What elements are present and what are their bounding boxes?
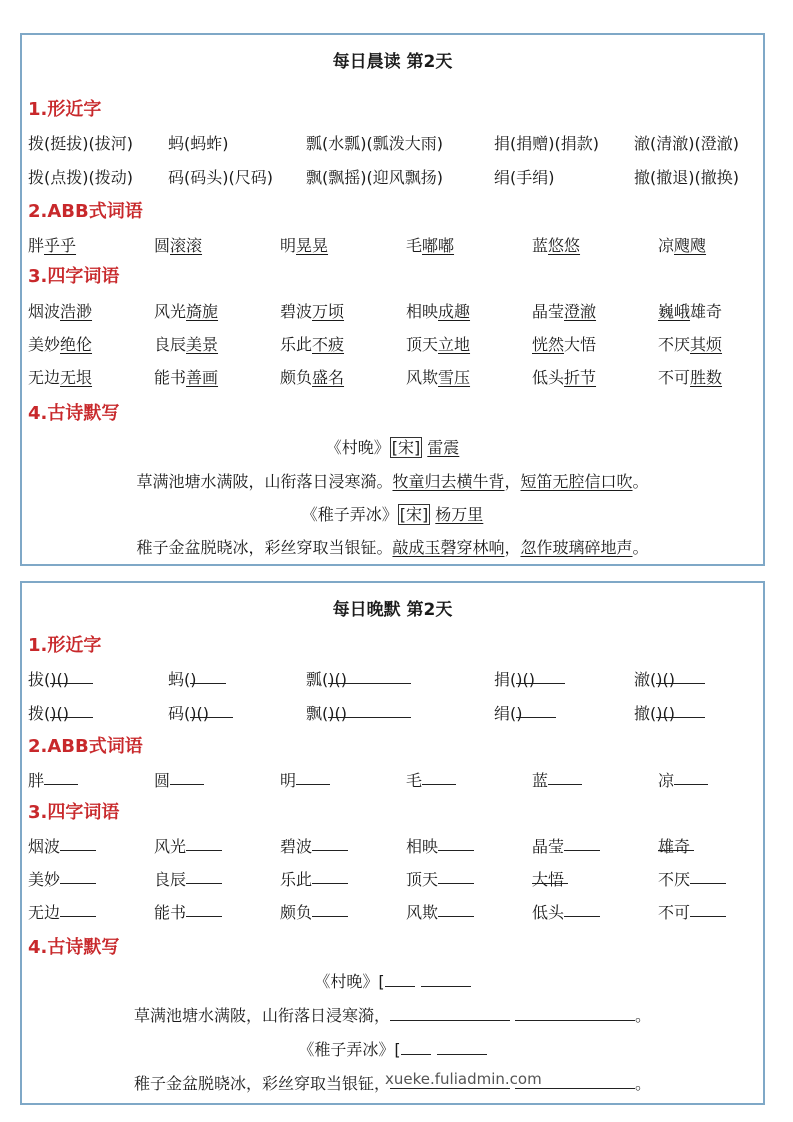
morning-four-char-row-2	[22, 332, 763, 358]
poem-author: 雷震	[427, 438, 460, 457]
morning-section-four-char-words: 3.四字词语	[28, 266, 120, 287]
similar-char-entry: 绢(手绢)	[494, 168, 555, 187]
four-char-word: 不可胜数	[658, 368, 723, 387]
four-char-blank: 不可	[658, 900, 690, 923]
morning-abb-row	[22, 233, 763, 259]
evening-four-char-row-2	[22, 867, 763, 893]
dynasty-box: [宋]	[391, 438, 421, 457]
four-char-blank: 风光	[154, 834, 186, 857]
evening-section-similar-chars: 1.形近字	[28, 635, 102, 656]
evening-poem-1-text: 草满池塘水满陂，山衔落日浸寒漪， 。	[133, 1006, 652, 1025]
fill-blank-entry: 澈( )( )	[634, 667, 675, 690]
abb-word: 蓝悠悠	[532, 236, 581, 255]
fill-blank-entry: 拔( )( )	[28, 667, 69, 690]
poem-1-heading: 《村晚》 [宋] 雷震	[325, 438, 460, 457]
evening-similar-chars-row-2	[22, 701, 763, 727]
evening-section-abb-words: 2.ABB式词语	[28, 736, 143, 757]
evening-poem-2-heading: 《稚子弄冰》[	[22, 1037, 763, 1060]
four-char-word: 风光旖旎	[154, 302, 219, 321]
four-char-word: 能书善画	[154, 368, 219, 387]
similar-char-entry: 瓢(水瓢)(瓢泼大雨)	[306, 134, 443, 153]
four-char-word: 巍峨雄奇	[658, 302, 723, 321]
abb-blank: 蓝	[532, 768, 548, 791]
poem-2-heading: 《稚子弄冰》 [宋] 杨万里	[301, 505, 484, 524]
four-char-blank: 无边	[28, 900, 60, 923]
four-char-word: 恍然大悟	[532, 335, 597, 354]
poem-1-text: 草满池塘水满陂，山衔落日浸寒漪。牧童归去横牛背，短笛无腔信口吹。	[136, 472, 649, 491]
four-char-word: 良辰美景	[154, 335, 219, 354]
abb-blank: 圆	[154, 768, 170, 791]
four-char-blank: 能书	[154, 900, 186, 923]
four-char-blank: 低头	[532, 900, 564, 923]
four-char-word: 低头折节	[532, 368, 597, 387]
evening-poem-1-heading: 《村晚》[	[22, 969, 763, 992]
four-char-word: 晶莹澄澈	[532, 302, 597, 321]
morning-reading-panel	[20, 33, 765, 566]
fill-blank-entry: 绢( )	[494, 701, 523, 724]
evening-four-char-row-3	[22, 900, 763, 926]
four-char-blank: 颇负	[280, 900, 312, 923]
four-char-word: 美妙绝伦	[28, 335, 93, 354]
abb-word: 毛嘟嘟	[406, 236, 455, 255]
four-char-word: 碧波万顷	[280, 302, 345, 321]
four-char-blank: 风欺	[406, 900, 438, 923]
four-char-word: 顶天立地	[406, 335, 471, 354]
fill-blank-entry: 瓢( )( )	[306, 667, 347, 690]
abb-blank: 胖	[28, 768, 44, 791]
similar-char-entry: 澈(清澈)(澄澈)	[634, 134, 739, 153]
four-char-word: 风欺雪压	[406, 368, 471, 387]
morning-section-similar-chars: 1.形近字	[28, 99, 102, 120]
morning-four-char-row-1	[22, 299, 763, 325]
abb-word: 凉飕飕	[658, 236, 707, 255]
similar-char-entry: 码(码头)(尺码)	[168, 168, 273, 187]
evening-section-four-char-words: 3.四字词语	[28, 802, 120, 823]
four-char-blank: 相映	[406, 834, 438, 857]
abb-blank: 毛	[406, 768, 422, 791]
similar-char-entry: 蚂(蚂蚱)	[168, 134, 229, 153]
morning-section-abb-words: 2.ABB式词语	[28, 201, 143, 222]
fill-blank-entry: 捐( )( )	[494, 667, 535, 690]
fill-blank-entry: 拨( )( )	[28, 701, 69, 724]
evening-similar-chars-row-1	[22, 667, 763, 693]
watermark: xueke.fuliadmin.com	[385, 1070, 542, 1088]
four-char-blank: 顶天	[406, 867, 438, 890]
similar-char-entry: 捐(捐赠)(捐款)	[494, 134, 599, 153]
evening-abb-row	[22, 768, 763, 794]
four-char-blank: 良辰	[154, 867, 186, 890]
similar-char-entry: 飘(飘摇)(迎风飘扬)	[306, 168, 443, 187]
abb-word: 胖乎乎	[28, 236, 77, 255]
four-char-blank: 碧波	[280, 834, 312, 857]
morning-similar-chars-row-1	[22, 131, 763, 157]
similar-char-entry: 撤(撤退)(撤换)	[634, 168, 739, 187]
evening-poem-2-text: 稚子金盆脱晓冰，彩丝穿取当银钲， 。	[133, 1074, 652, 1093]
similar-char-entry: 拨(挺拔)(拔河)	[28, 134, 133, 153]
poem-2-text: 稚子金盆脱晓冰，彩丝穿取当银钲。敲成玉磬穿林响，忽作玻璃碎地声。	[136, 538, 649, 557]
four-char-blank: 乐此	[280, 867, 312, 890]
evening-dictation-panel	[20, 581, 765, 1105]
fill-blank-entry: 蚂( )	[168, 667, 197, 690]
abb-word: 明晃晃	[280, 236, 329, 255]
four-char-word: 烟波浩渺	[28, 302, 93, 321]
evening-section-ancient-poems: 4.古诗默写	[28, 937, 120, 958]
four-char-word: 乐此不疲	[280, 335, 345, 354]
abb-blank: 明	[280, 768, 296, 791]
evening-four-char-row-1	[22, 834, 763, 860]
four-char-word: 相映成趣	[406, 302, 471, 321]
morning-four-char-row-3	[22, 365, 763, 391]
fill-blank-entry: 撤( )( )	[634, 701, 675, 724]
dynasty-box: [宋]	[399, 505, 429, 524]
four-char-word: 无边无垠	[28, 368, 93, 387]
abb-word: 圆滚滚	[154, 236, 203, 255]
fill-blank-entry: 飘( )( )	[306, 701, 347, 724]
four-char-blank: 晶莹	[532, 834, 564, 857]
poem-author: 杨万里	[435, 505, 484, 524]
morning-similar-chars-row-2	[22, 165, 763, 191]
four-char-blank: 不厌	[658, 867, 690, 890]
morning-title: 每日晨读 第2天	[332, 52, 453, 72]
four-char-blank: 烟波	[28, 834, 60, 857]
four-char-word: 不厌其烦	[658, 335, 723, 354]
morning-section-ancient-poems: 4.古诗默写	[28, 403, 120, 424]
abb-blank: 凉	[658, 768, 674, 791]
four-char-word: 颇负盛名	[280, 368, 345, 387]
four-char-blank: 雄奇	[658, 834, 690, 857]
fill-blank-entry: 码( )( )	[168, 701, 209, 724]
four-char-blank: 大悟	[532, 867, 564, 890]
evening-title: 每日晚默 第2天	[332, 600, 453, 620]
four-char-blank: 美妙	[28, 867, 60, 890]
similar-char-entry: 拨(点拨)(拨动)	[28, 168, 133, 187]
